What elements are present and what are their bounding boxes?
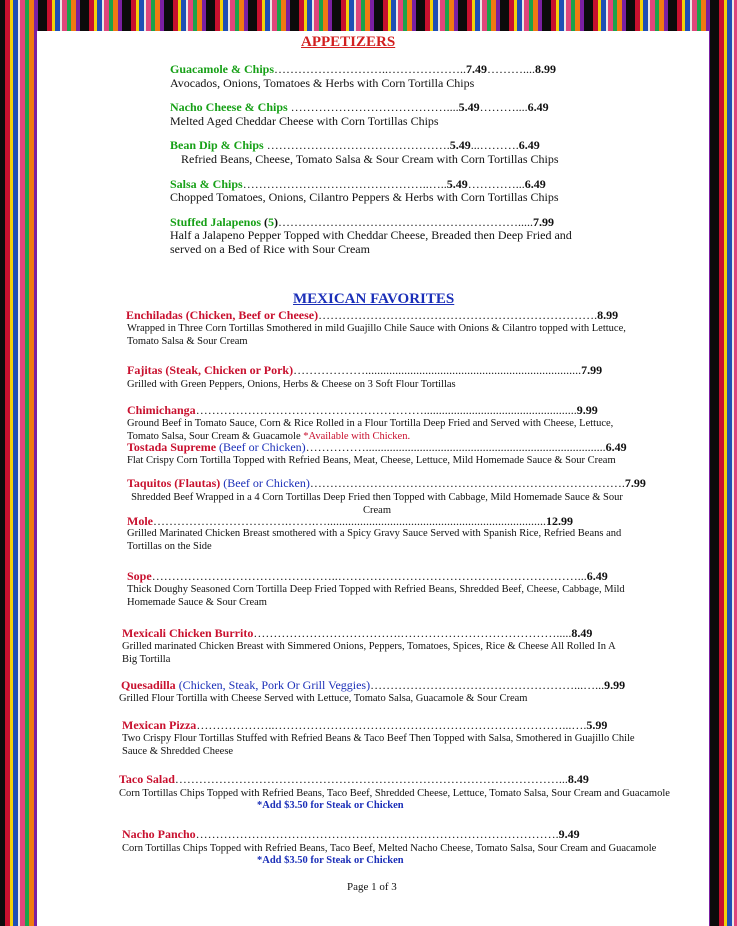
item-description: Wrapped in Three Corn Tortillas Smothered in mild Guajillo Chile Sauce with Onions & Cilantro topped with Lettuce, Tomato Salsa & Sour Cream — [127, 323, 626, 347]
item-name: Tostada Supreme — [127, 440, 217, 454]
item-description: Thick Doughy Seasoned Corn Tortilla Deep Fried Topped with Refried Beans, Shredded Beef, Cheese, Cabbage, Mild Homemade Sauce & Sour Cream — [127, 584, 625, 608]
menu-item-title — [127, 569, 608, 584]
item-option: (Beef or Chicken) — [219, 440, 306, 454]
item-name: Bean Dip & Chips — [170, 138, 264, 152]
item-price: 8.49 — [567, 772, 589, 786]
item-price: 7.99 — [533, 215, 555, 229]
item-description: Avocados, Onions, Tomatoes & Herbs with Corn Tortilla Chips — [170, 76, 475, 90]
menu-item-title — [122, 626, 592, 641]
menu-item-title — [127, 403, 598, 418]
item-price: 7.99 — [581, 363, 603, 377]
menu-item-title: Stuffed Jalapenos (5)…………………………………………………….....7.99 — [170, 215, 555, 229]
item-option: (Chicken, Steak, Pork Or Grill Veggies) — [178, 678, 371, 692]
item-description: Corn Tortillas Chips Topped with Refried Beans, Taco Beef, Melted Nacho Cheese, Tomato Salsa, Sour Cream and Guacamole — [122, 843, 657, 854]
item-price: 8.49 — [571, 626, 593, 640]
item-description: Grilled marinated Chicken Breast with Simmered Onions, Peppers, Tomatoes, Spices, Rice & Cheese All Rolled In A Big Tortilla — [122, 641, 616, 665]
item-price: 7.49 — [466, 62, 488, 76]
item-price: 12.99 — [546, 514, 573, 528]
item-name: Taco Salad — [119, 772, 175, 786]
item-dots: ………………........................................................................ — [293, 363, 582, 377]
item-price: 5.99 — [586, 718, 608, 732]
item-price: 6.49 — [605, 440, 627, 454]
menu-item-title — [170, 100, 549, 115]
item-price: 6.49 — [518, 138, 540, 152]
item-dots: ……………………………………………………..... — [278, 215, 534, 229]
item-name: Nacho Cheese & Chips — [170, 100, 288, 114]
menu-item-title — [170, 62, 556, 77]
item-price: 6.49 — [524, 177, 546, 191]
item-dots: ……………………………………………...…... — [370, 678, 605, 692]
item-dots: ...………. — [470, 138, 519, 152]
item-price: 8.99 — [535, 62, 557, 76]
item-name: Mexicali Chicken Burrito — [122, 626, 254, 640]
item-description: Chopped Tomatoes, Onions, Cilantro Peppers & Herbs with Corn Tortillas Chips — [170, 190, 559, 204]
item-dots: ……….... — [487, 62, 536, 76]
item-description: Corn Tortillas Chips Topped with Refried Beans, Taco Beef, Shredded Cheese, Lettuce, Tomato Salsa, Sour Cream and Guacamole — [119, 788, 670, 799]
item-desc-text: Ground Beef in Tomato Sauce, Corn & Rice Rolled in a Flour Tortilla Deep Fried and Served with Cheese, Lettuce, Tomato Salsa, Sour Cream & Guacamole — [127, 418, 614, 442]
menu-item-title — [127, 363, 602, 378]
item-name: Sope — [127, 569, 152, 583]
item-description: Shredded Beef Wrapped in a 4 Corn Tortillas Deep Fried then Topped with Cabbage, Mild Homemade Sauce & Sour Cream — [131, 492, 623, 516]
item-dots: ………………………………….... — [287, 100, 459, 114]
item-dots: ………………..………………………………………………………………...…. — [196, 718, 587, 732]
item-dots: ……………………………………………………………. — [318, 308, 598, 322]
item-dots: ……………………………………………………………………. — [309, 476, 625, 490]
item-price: 9.99 — [604, 678, 626, 692]
item-price: 5.49 — [449, 138, 471, 152]
item-description: Two Crispy Flour Tortillas Stuffed with Refried Beans & Taco Beef Then Topped with Salsa, Smothered in Guajillo Chile Sauce & Shredded Cheese — [122, 733, 635, 757]
item-description: Flat Crispy Corn Tortilla Topped with Refried Beans, Meat, Cheese, Lettuce, Mild Homemade Sauce & Sour Cream — [127, 455, 616, 466]
item-price: 6.49 — [586, 569, 608, 583]
item-dots: ………………………………………. — [263, 138, 450, 152]
menu-item-title — [127, 440, 627, 455]
item-name: Stuffed Jalapenos — [170, 215, 262, 229]
item-dots: ………………………………………………………………………………. — [195, 827, 559, 841]
item-dots: ………………………………………..……………………………………………………... — [151, 569, 587, 583]
item-name: Quesadilla — [121, 678, 176, 692]
favorites-header: MEXICAN FAVORITES — [293, 291, 455, 307]
item-price: 7.99 — [624, 476, 646, 490]
item-dots: …………………………….…….…......................................................................... — [153, 514, 546, 528]
menu-item-title — [119, 772, 589, 787]
menu-item-title — [127, 476, 646, 491]
item-count: 5 — [268, 215, 275, 229]
item-name: Taquitos (Flautas) — [127, 476, 221, 490]
item-dots: ……….... — [479, 100, 528, 114]
item-description: Refried Beans, Cheese, Tomato Salsa & Sour Cream with Corn Tortillas Chips — [181, 152, 559, 166]
menu-item-title — [122, 827, 580, 842]
item-price: 5.49 — [458, 100, 480, 114]
add-meat-note: *Add $3.50 for Steak or Chicken — [257, 800, 404, 811]
item-name: Fajitas (Steak, Chicken or Pork) — [127, 363, 294, 377]
item-price: 9.49 — [558, 827, 580, 841]
item-option: (Beef or Chicken) — [223, 476, 310, 490]
menu-page — [37, 31, 709, 926]
appetizers-header: APPETIZERS — [301, 34, 396, 50]
availability-note: *Available with Chicken. — [303, 431, 411, 442]
item-description: Melted Aged Cheddar Cheese with Corn Tortillas Chips — [170, 114, 439, 128]
add-meat-note: *Add $3.50 for Steak or Chicken — [257, 855, 404, 866]
item-name: Enchiladas (Chicken, Beef or Cheese) — [126, 308, 319, 322]
item-name: Chimichanga — [127, 403, 196, 417]
item-name: Salsa & Chips — [170, 177, 243, 191]
item-description: Half a Jalapeno Pepper Topped with Cheddar Cheese, Breaded then Deep Fried and served on a Bed of Rice with Sour Cream — [170, 228, 572, 256]
item-name: Guacamole & Chips — [170, 62, 275, 76]
item-dots: …………... — [467, 177, 525, 191]
item-dots: ………………………………………..….. — [242, 177, 447, 191]
page-number: Page 1 of 3 — [347, 881, 397, 893]
item-description: Grilled Marinated Chicken Breast smothered with a Spicy Gravy Sauce Served with Spanish Rice, Refried Beans and Tortillas on the Side — [127, 528, 622, 552]
item-name: Mexican Pizza — [122, 718, 197, 732]
item-price: 5.49 — [446, 177, 468, 191]
item-description: Grilled with Green Peppers, Onions, Herbs & Cheese on 3 Soft Flour Tortillas — [127, 379, 456, 390]
item-dots: …………………………………………………................................................... — [195, 403, 577, 417]
item-dots: ……………………………….…………………………………..... — [253, 626, 572, 640]
item-name: Mole — [127, 514, 153, 528]
item-dots: ……………................................................................................ — [305, 440, 606, 454]
item-price: 8.99 — [597, 308, 619, 322]
menu-item-title — [126, 308, 618, 323]
menu-item-title — [122, 718, 607, 733]
item-dots: ……………………………………………………………………………………... — [174, 772, 568, 786]
item-name: Nacho Pancho — [122, 827, 196, 841]
item-price: 9.99 — [576, 403, 598, 417]
menu-item-title — [170, 138, 540, 153]
item-dots: ………………………..……………….. — [274, 62, 467, 76]
item-price: 6.49 — [527, 100, 549, 114]
item-description: Grilled Flour Tortilla with Cheese Served with Lettuce, Tomato Salsa, Guacamole & Sour Cream — [119, 693, 528, 704]
menu-item-title — [121, 678, 625, 693]
